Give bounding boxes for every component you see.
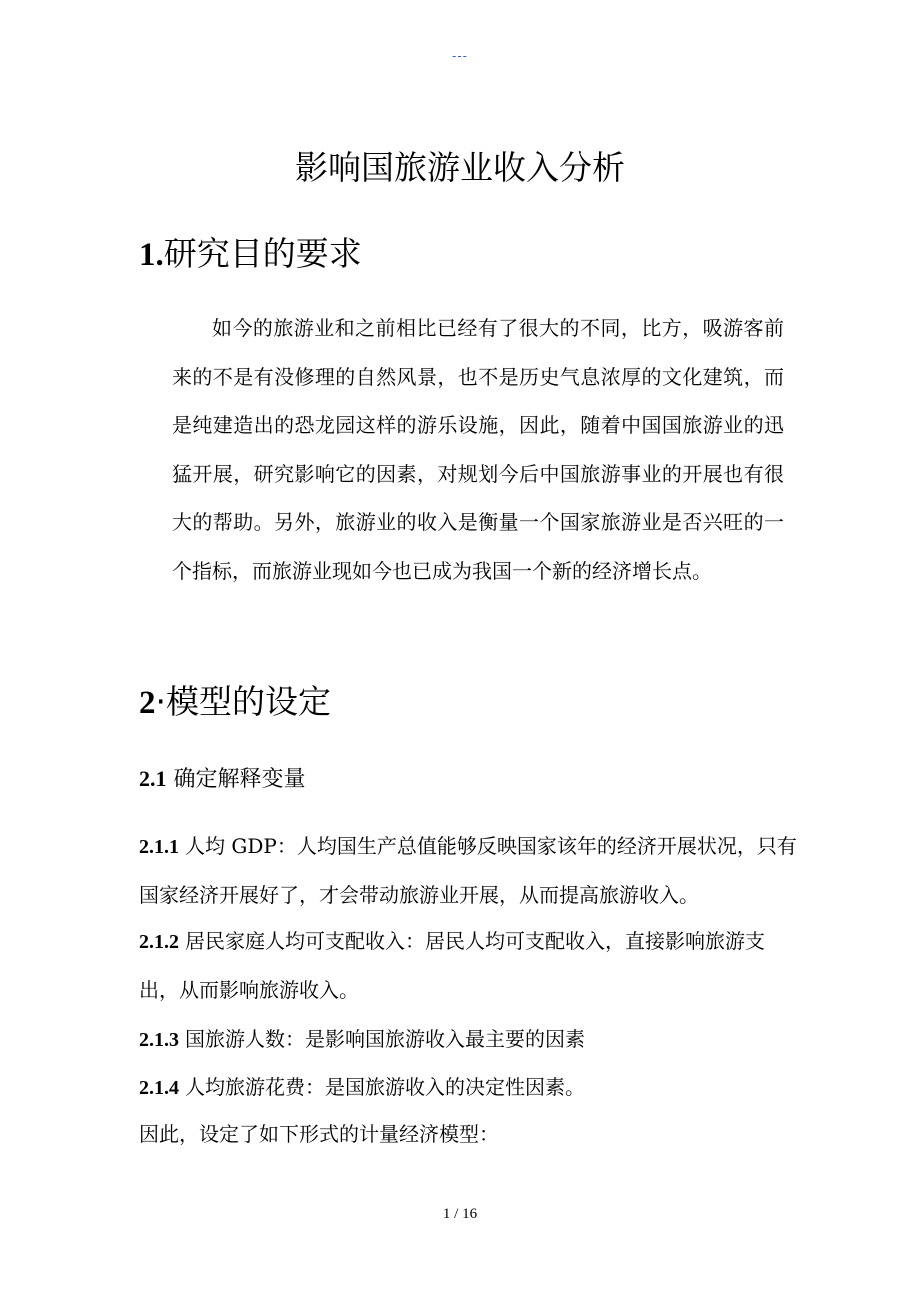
document-title: 影响国旅游业收入分析 <box>295 148 625 187</box>
item-2-1-2-number: 2.1.2 <box>139 931 179 953</box>
subsection-2-1-heading <box>139 762 306 793</box>
item-2-1-4 <box>139 1063 799 1112</box>
item-2-1-2 <box>139 917 799 1014</box>
item-2-1-1-number: 2.1.1 <box>139 836 179 858</box>
item-2-1-3-number: 2.1.3 <box>139 1029 179 1051</box>
section-1-heading <box>139 228 362 275</box>
page-number: 1 / 16 <box>442 1206 478 1222</box>
header-mark: --- <box>452 48 468 63</box>
section-1-title: 研究目的要求 <box>163 234 362 273</box>
item-2-1-3-text: 国旅游人数：是影响国旅游收入最主要的因素 <box>185 1027 585 1051</box>
item-2-1-1-text: 人均 GDP：人均国生产总值能够反映国家该年的经济开展状况，只有国家经济开展好了，才会带动旅游业开展，从而提高旅游收入。 <box>139 834 797 907</box>
item-2-1-2-text: 居民家庭人均可支配收入：居民人均可支配收入，直接影响旅游支出，从而影响旅游收入。 <box>139 929 765 1002</box>
item-2-1-4-number: 2.1.4 <box>139 1077 179 1099</box>
subsection-2-1-title: 确定解释变量 <box>166 767 306 792</box>
section-1-number: 1. <box>139 237 164 273</box>
section-2-number: 2 <box>139 685 156 721</box>
section-2-heading <box>139 676 331 723</box>
section-2-title: ·模型的设定 <box>155 682 331 721</box>
model-intro-text: 因此，设定了如下形式的计量经济模型： <box>139 1122 499 1146</box>
item-2-1-4-text: 人均旅游花费：是国旅游收入的决定性因素。 <box>185 1075 585 1099</box>
section-1-paragraph: 如今的旅游业和之前相比已经有了很大的不同，比方，吸游客前来的不是有没修理的自然风景，也不是历史气息浓厚的文化建筑，而是纯建造出的恐龙园这样的游乐设施，因此，随着中国国旅游业的迅猛开展，研究影响它的因素，对规划今后中国旅游事业的开展也有很大的帮助。另外，旅游业的收入是衡量一个国家旅游业是否兴旺的一个指标，而旅游业现如今也已成为我国一个新的经济增长点。 <box>172 316 784 583</box>
item-2-1-3 <box>139 1015 799 1064</box>
item-2-1-1 <box>139 822 799 919</box>
subsection-2-1-number: 2.1 <box>139 766 167 791</box>
